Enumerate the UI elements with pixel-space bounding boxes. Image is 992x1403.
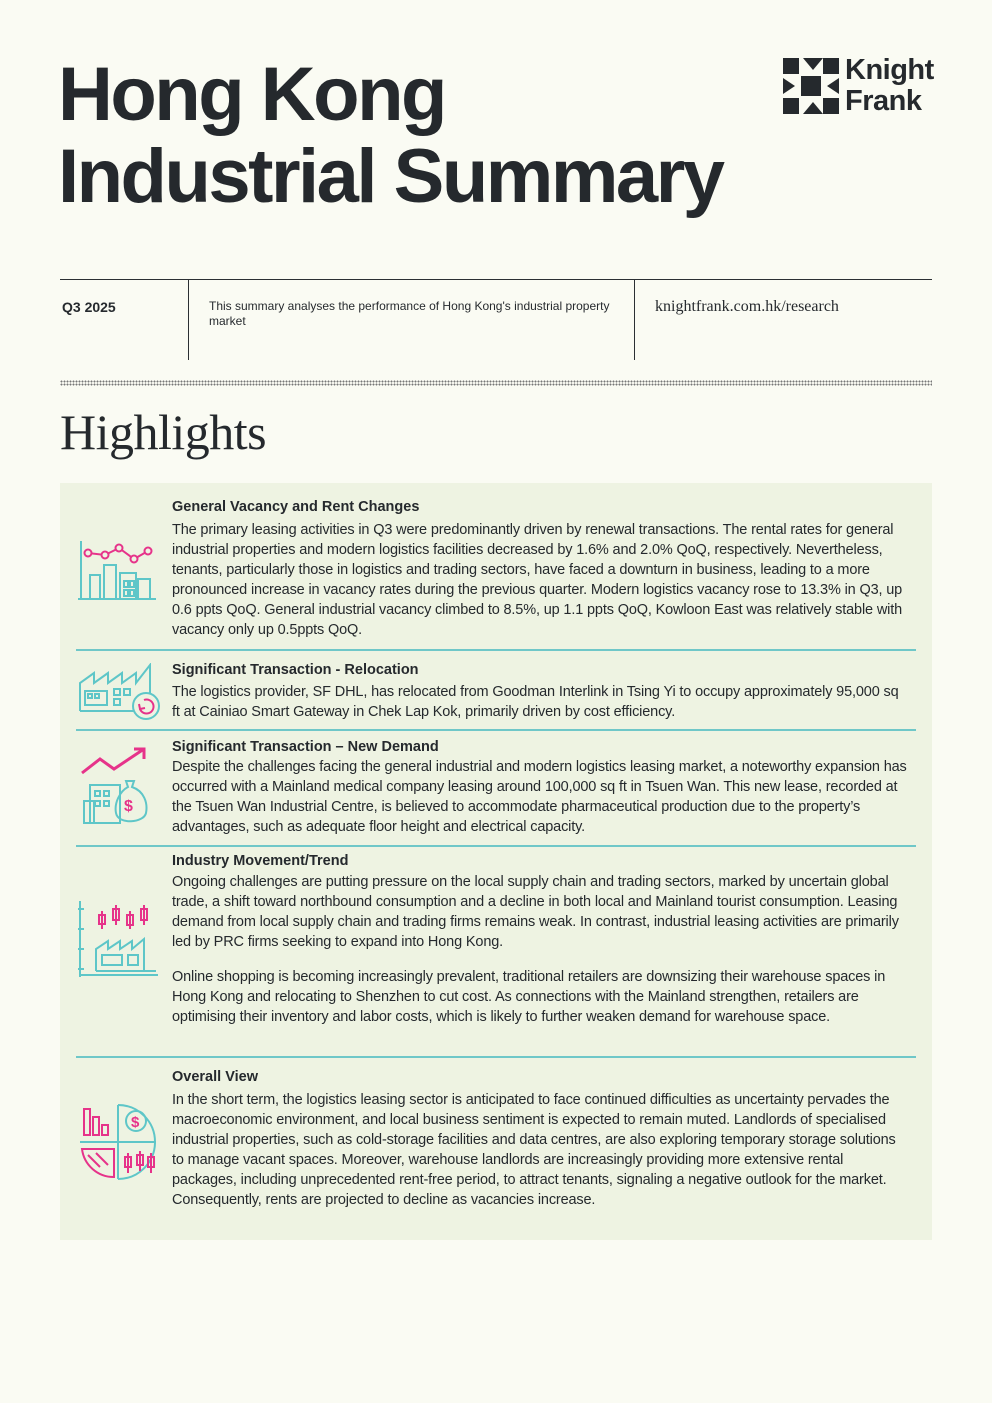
buildings-chart-icon (78, 541, 158, 605)
title-line-1: Hong Kong (58, 52, 445, 137)
section-body (172, 1090, 907, 1210)
logo-line-2: Frank (845, 85, 922, 117)
logo-line-1: Knight (845, 54, 934, 86)
section-title: Overall View (172, 1069, 258, 1085)
factory-relocation-icon (78, 663, 164, 723)
section-body (172, 682, 907, 722)
section-title: Significant Transaction – New Demand (172, 739, 439, 755)
market-overview-icon (78, 1103, 158, 1181)
growth-money-icon (78, 745, 158, 829)
research-link[interactable]: knightfrank.com.hk/research (655, 298, 839, 315)
page-title (58, 54, 723, 218)
section-paragraph: Despite the challenges facing the general industrial and modern logistics leasing market, a noteworthy expansion has occurred with a Mainland medical company leasing around 100,000 sq ft in Tsuen Wan. This new lease, recorded at the Tsuen Wan Industrial Centre, is believed to accommodate pharmaceutical production due to the property’s advantages, such as adequate floor height and electrical capacity. (172, 759, 907, 835)
info-bar (60, 279, 932, 360)
section-body (172, 872, 907, 1027)
section-paragraph: Online shopping is becoming increasingly prevalent, traditional retailers are downsizing their warehouse spaces in Hong Kong and relocating to Shenzhen to cut cost. As connections with the Mainland strengthen, retailers are optimising their inventory and labor costs, which is likely to further weaken demand for warehouse space. (172, 969, 886, 1025)
highlights-heading: Highlights (60, 404, 267, 460)
section-title: Significant Transaction - Relocation (172, 662, 419, 678)
divider (634, 280, 635, 360)
logo-mark-icon (783, 58, 839, 114)
section-body (172, 757, 907, 837)
dollar-sign-icon: $ (131, 1114, 140, 1131)
section-divider (76, 1056, 916, 1058)
section-divider (76, 729, 916, 731)
section-body (172, 520, 907, 640)
section-paragraph: The logistics provider, SF DHL, has relocated from Goodman Interlink in Tsing Yi to occupy approximately 95,000 sq ft at Cainiao Smart Gateway in Chek Lap Kok, primarily driven by cost efficiency. (172, 684, 899, 720)
section-paragraph: Ongoing challenges are putting pressure on the local supply chain and trading sectors, marked by uncertain global trade, a shift toward northbound consumption and a decline in both local and Mainland tourist consumption. Leasing demand from local supply chain and trading firms remains weak. In contrast, industrial leasing activities are primarily led by PRC firms seeking to expand into Hong Kong. (172, 874, 899, 950)
section-divider (76, 649, 916, 651)
divider (188, 280, 189, 360)
section-divider (76, 845, 916, 847)
highlights-panel (60, 483, 932, 1240)
section-paragraph: In the short term, the logistics leasing sector is anticipated to face continued difficulties as uncertainty pervades the macroeconomic environment, and local business sentiment is expected to remain muted. Landlords of specialised industrial properties, such as cold-storage facilities and data centres, are also exploring temporary storage solutions to manage vacant spaces. Moreover, warehouse landlords are increasingly providing more extensive rental packages, including unprecedented rent-free period, to attract tenants, signaling a negative outlook for the market. Consequently, rents are projected to decline as vacancies increase. (172, 1092, 896, 1208)
candlestick-factory-icon (78, 899, 162, 979)
knight-frank-logo (783, 54, 934, 120)
dollar-sign-icon: $ (124, 798, 133, 815)
section-title: General Vacancy and Rent Changes (172, 499, 420, 515)
logo-wordmark (845, 55, 934, 117)
section-title: Industry Movement/Trend (172, 853, 349, 869)
report-quarter: Q3 2025 (62, 299, 116, 315)
report-description: This summary analyses the performance of Hong Kong's industrial property market (209, 299, 610, 328)
section-paragraph: The primary leasing activities in Q3 were predominantly driven by renewal transactions. The rental rates for general industrial properties and modern logistics facilities decreased by 1.6% and 2.0% QoQ, respectively. Nevertheless, tenants, particularly those in logistics and trading sectors, have faced a downturn in business, leading to a more pronounced increase in vacancy rates during the previous quarter. Modern logistics vacancy rose to 13.3% in Q3, up 0.6 ppts QoQ. General industrial vacancy climbed to 8.5%, up 1.1 ppts QoQ, Kowloon East was relatively stable with vacancy only up 0.5ppts QoQ. (172, 522, 903, 638)
dotted-divider (60, 380, 932, 386)
title-line-2: Industrial Summary (58, 134, 723, 219)
